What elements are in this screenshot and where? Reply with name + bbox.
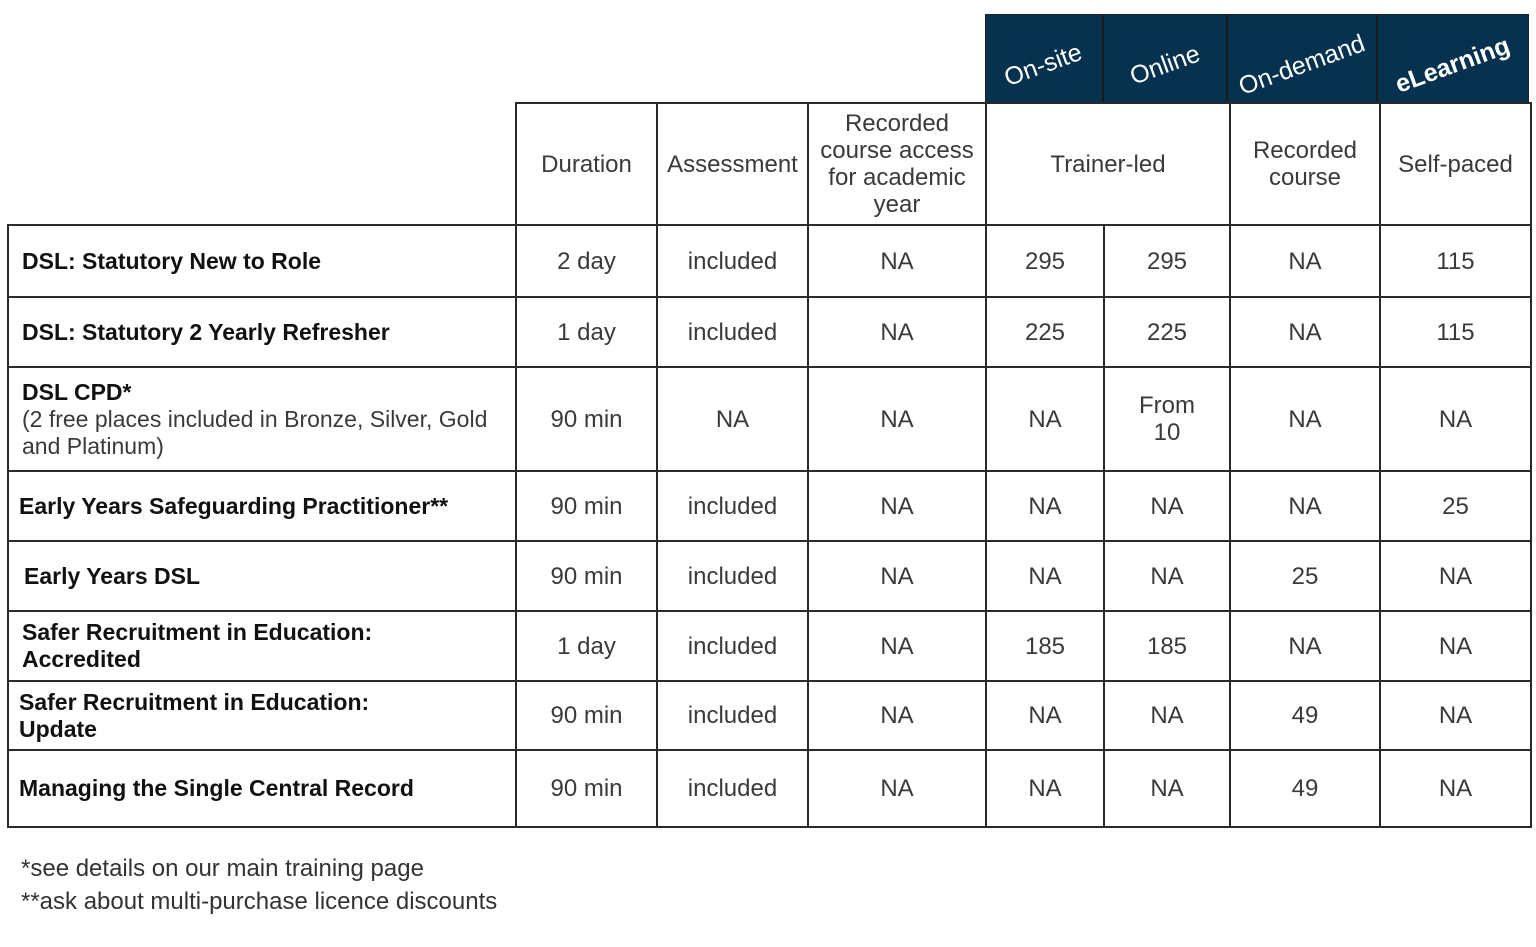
table-row bbox=[8, 750, 1531, 827]
cell-duration: 1 day bbox=[516, 297, 657, 367]
band-cell-elearning bbox=[1378, 15, 1528, 102]
cell-online-price: 295 bbox=[1104, 225, 1230, 297]
table-row bbox=[8, 225, 1531, 297]
course-name: Early Years DSL bbox=[8, 541, 516, 611]
cell-ondemand-price: NA bbox=[1230, 225, 1380, 297]
header-trainer-led: Trainer-led bbox=[986, 103, 1230, 225]
table-row bbox=[8, 681, 1531, 750]
cell-elearning-price: 25 bbox=[1380, 471, 1531, 541]
header-duration: Duration bbox=[516, 103, 657, 225]
cell-online-price: NA bbox=[1104, 681, 1230, 750]
cell-recorded-access: NA bbox=[808, 471, 986, 541]
column-header-row bbox=[8, 103, 1531, 225]
cell-ondemand-price: 25 bbox=[1230, 541, 1380, 611]
cell-recorded-access: NA bbox=[808, 750, 986, 827]
cell-onsite-price: NA bbox=[986, 367, 1104, 471]
cell-recorded-access: NA bbox=[808, 541, 986, 611]
cell-onsite-price: NA bbox=[986, 471, 1104, 541]
course-name: Safer Recruitment in Education: Update bbox=[8, 681, 516, 750]
cell-assessment: included bbox=[657, 541, 808, 611]
band-cell-ondemand bbox=[1228, 15, 1377, 102]
cell-elearning-price: NA bbox=[1380, 611, 1531, 681]
band-label-online: Online bbox=[1125, 39, 1204, 91]
cell-onsite-price: 185 bbox=[986, 611, 1104, 681]
cell-duration: 1 day bbox=[516, 611, 657, 681]
cell-ondemand-price: 49 bbox=[1230, 750, 1380, 827]
course-name: Safer Recruitment in Education: Accredited bbox=[8, 611, 516, 681]
cell-assessment: included bbox=[657, 225, 808, 297]
course-name: Managing the Single Central Record bbox=[8, 750, 516, 827]
cell-onsite-price: 225 bbox=[986, 297, 1104, 367]
cell-ondemand-price: NA bbox=[1230, 611, 1380, 681]
band-label-elearning: eLearning bbox=[1391, 31, 1514, 99]
cell-online-price: NA bbox=[1104, 471, 1230, 541]
delivery-mode-header-band bbox=[985, 14, 1529, 103]
table-row bbox=[8, 471, 1531, 541]
cell-elearning-price: NA bbox=[1380, 541, 1531, 611]
header-recorded-course: Recorded course bbox=[1230, 103, 1380, 225]
cell-elearning-price: NA bbox=[1380, 681, 1531, 750]
course-name: DSL CPD* (2 free places included in Bronze, Silver, Gold and Platinum) bbox=[8, 367, 516, 471]
cell-onsite-price: NA bbox=[986, 750, 1104, 827]
cell-online-price: 225 bbox=[1104, 297, 1230, 367]
header-assessment: Assessment bbox=[657, 103, 808, 225]
cell-ondemand-price: NA bbox=[1230, 471, 1380, 541]
footnote-1: *see details on our main training page bbox=[21, 855, 424, 882]
cell-elearning-price: NA bbox=[1380, 367, 1531, 471]
cell-ondemand-price: NA bbox=[1230, 297, 1380, 367]
cell-duration: 2 day bbox=[516, 225, 657, 297]
cell-onsite-price: NA bbox=[986, 541, 1104, 611]
cell-recorded-access: NA bbox=[808, 611, 986, 681]
table-row bbox=[8, 611, 1531, 681]
header-self-paced: Self-paced bbox=[1380, 103, 1531, 225]
cell-online-price: From 10 bbox=[1104, 367, 1230, 471]
course-name: DSL: Statutory 2 Yearly Refresher bbox=[8, 297, 516, 367]
footnotes bbox=[21, 852, 497, 918]
cell-duration: 90 min bbox=[516, 471, 657, 541]
course-name: Early Years Safeguarding Practitioner** bbox=[8, 471, 516, 541]
cell-online-price: NA bbox=[1104, 541, 1230, 611]
band-cell-onsite bbox=[986, 15, 1104, 102]
table-row bbox=[8, 297, 1531, 367]
table-row bbox=[8, 541, 1531, 611]
footnote-2: **ask about multi-purchase licence discounts bbox=[21, 888, 498, 915]
cell-assessment: included bbox=[657, 471, 808, 541]
cell-recorded-access: NA bbox=[808, 681, 986, 750]
table-row bbox=[8, 367, 1531, 471]
cell-duration: 90 min bbox=[516, 750, 657, 827]
header-blank-cell bbox=[8, 103, 516, 225]
cell-ondemand-price: NA bbox=[1230, 367, 1380, 471]
cell-recorded-access: NA bbox=[808, 367, 986, 471]
cell-assessment: included bbox=[657, 611, 808, 681]
cell-duration: 90 min bbox=[516, 541, 657, 611]
cell-duration: 90 min bbox=[516, 367, 657, 471]
course-pricing-table bbox=[7, 102, 1532, 828]
cell-elearning-price: 115 bbox=[1380, 225, 1531, 297]
cell-onsite-price: 295 bbox=[986, 225, 1104, 297]
cell-recorded-access: NA bbox=[808, 225, 986, 297]
cell-duration: 90 min bbox=[516, 681, 657, 750]
course-subtitle: (2 free places included in Bronze, Silver, Gold and Platinum) bbox=[22, 405, 488, 459]
cell-elearning-price: 115 bbox=[1380, 297, 1531, 367]
band-label-onsite: On-site bbox=[1000, 38, 1087, 92]
cell-online-price: NA bbox=[1104, 750, 1230, 827]
cell-ondemand-price: 49 bbox=[1230, 681, 1380, 750]
band-cell-online bbox=[1104, 15, 1229, 102]
cell-assessment: included bbox=[657, 750, 808, 827]
cell-assessment: NA bbox=[657, 367, 808, 471]
header-recorded-access: Recorded course access for academic year bbox=[808, 103, 986, 225]
cell-recorded-access: NA bbox=[808, 297, 986, 367]
band-label-ondemand: On-demand bbox=[1234, 29, 1369, 101]
cell-online-price: 185 bbox=[1104, 611, 1230, 681]
cell-elearning-price: NA bbox=[1380, 750, 1531, 827]
course-name: DSL: Statutory New to Role bbox=[8, 225, 516, 297]
cell-assessment: included bbox=[657, 297, 808, 367]
cell-assessment: included bbox=[657, 681, 808, 750]
cell-onsite-price: NA bbox=[986, 681, 1104, 750]
